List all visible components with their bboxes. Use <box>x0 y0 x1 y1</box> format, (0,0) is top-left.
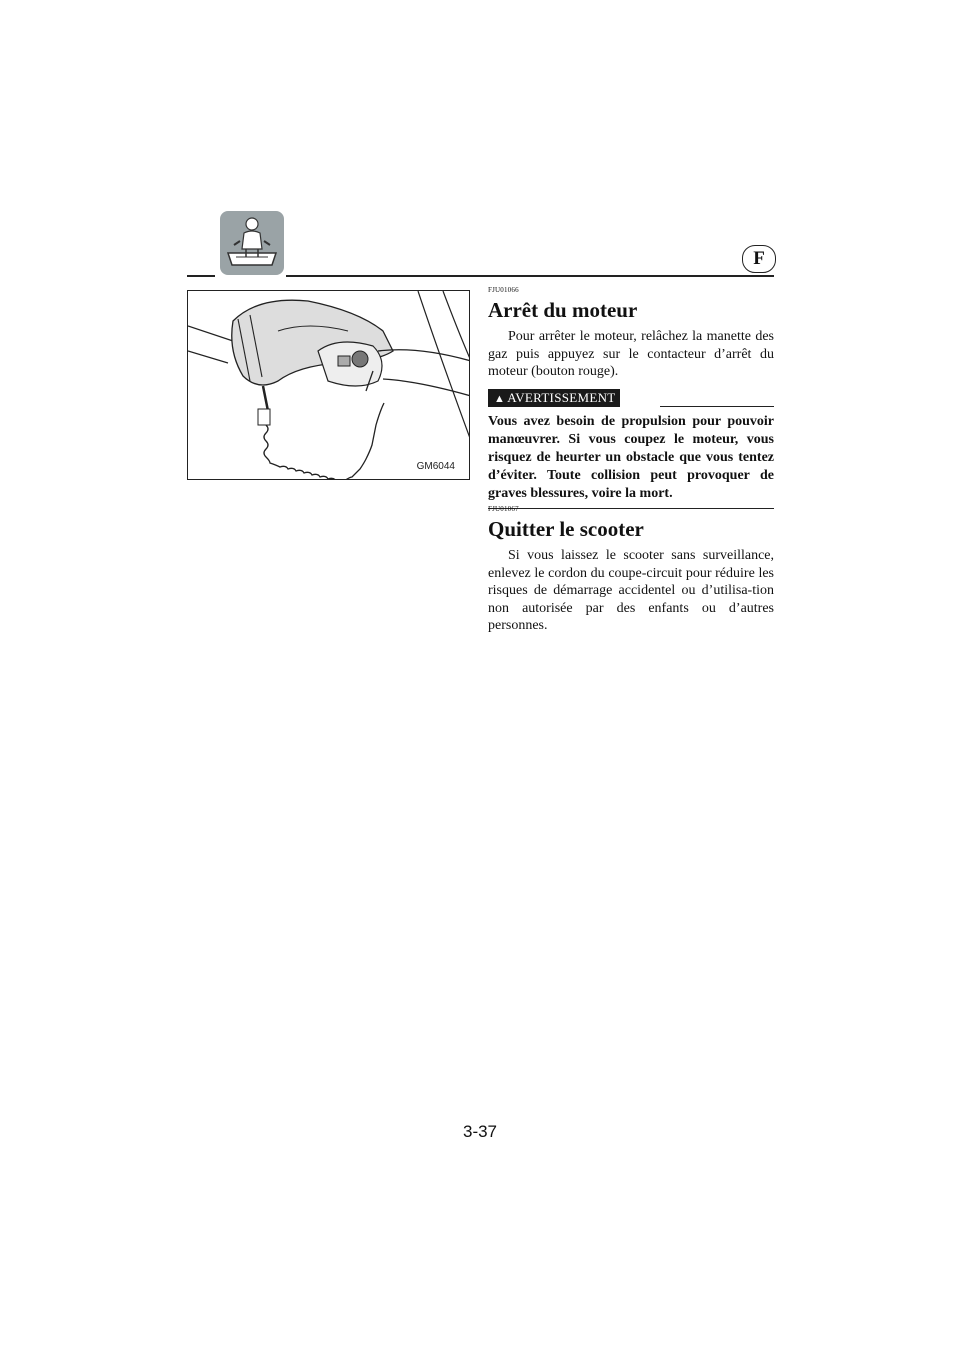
warning-rule <box>660 406 774 408</box>
hand-on-handlebar-with-lanyard-illustration <box>188 291 470 480</box>
warning-text: Vous avez besoin de propulsion pour pouvoir manœuvrer. Si vous coupez le moteur, vous risquez de heurter un obstacle que vous tentez d’éviter. Toute collision peut provoquer de graves blessures, voire la mort. <box>488 413 774 501</box>
header-rule-left <box>187 275 215 277</box>
language-badge: F <box>742 245 776 273</box>
warning-label: AVERTISSEMENT <box>507 389 616 405</box>
page-number: 3-37 <box>462 1122 498 1141</box>
jet-ski-rider-icon <box>220 211 284 275</box>
section-body: Si vous laissez le scooter sans surveillance, enlevez le cordon du coupe-circuit pour réduire les risques de démarrage accidentel ou d’utilisa-tion non autorisée par des enfants ou d’autres personnes. <box>488 548 774 633</box>
section-body: Pour arrêter le moteur, relâchez la manette des gaz puis appuyez sur le contacteur d’arrêt du moteur (bouton rouge). <box>488 329 774 379</box>
warning-triangle-icon: ▲ <box>494 392 506 405</box>
header-rule-right <box>286 275 774 277</box>
section-title: Arrêt du moteur <box>488 298 638 322</box>
warning-label-box <box>488 389 620 407</box>
section-code: FJU01066 <box>488 286 519 294</box>
section-leave-scooter <box>488 505 774 635</box>
warning-header <box>488 389 774 411</box>
section-code: FJU01067 <box>488 505 519 513</box>
figure-illustration <box>187 290 470 480</box>
figure-code: GM6044 <box>416 461 455 472</box>
section-engine-stop <box>488 286 774 509</box>
section-title: Quitter le scooter <box>488 517 644 541</box>
